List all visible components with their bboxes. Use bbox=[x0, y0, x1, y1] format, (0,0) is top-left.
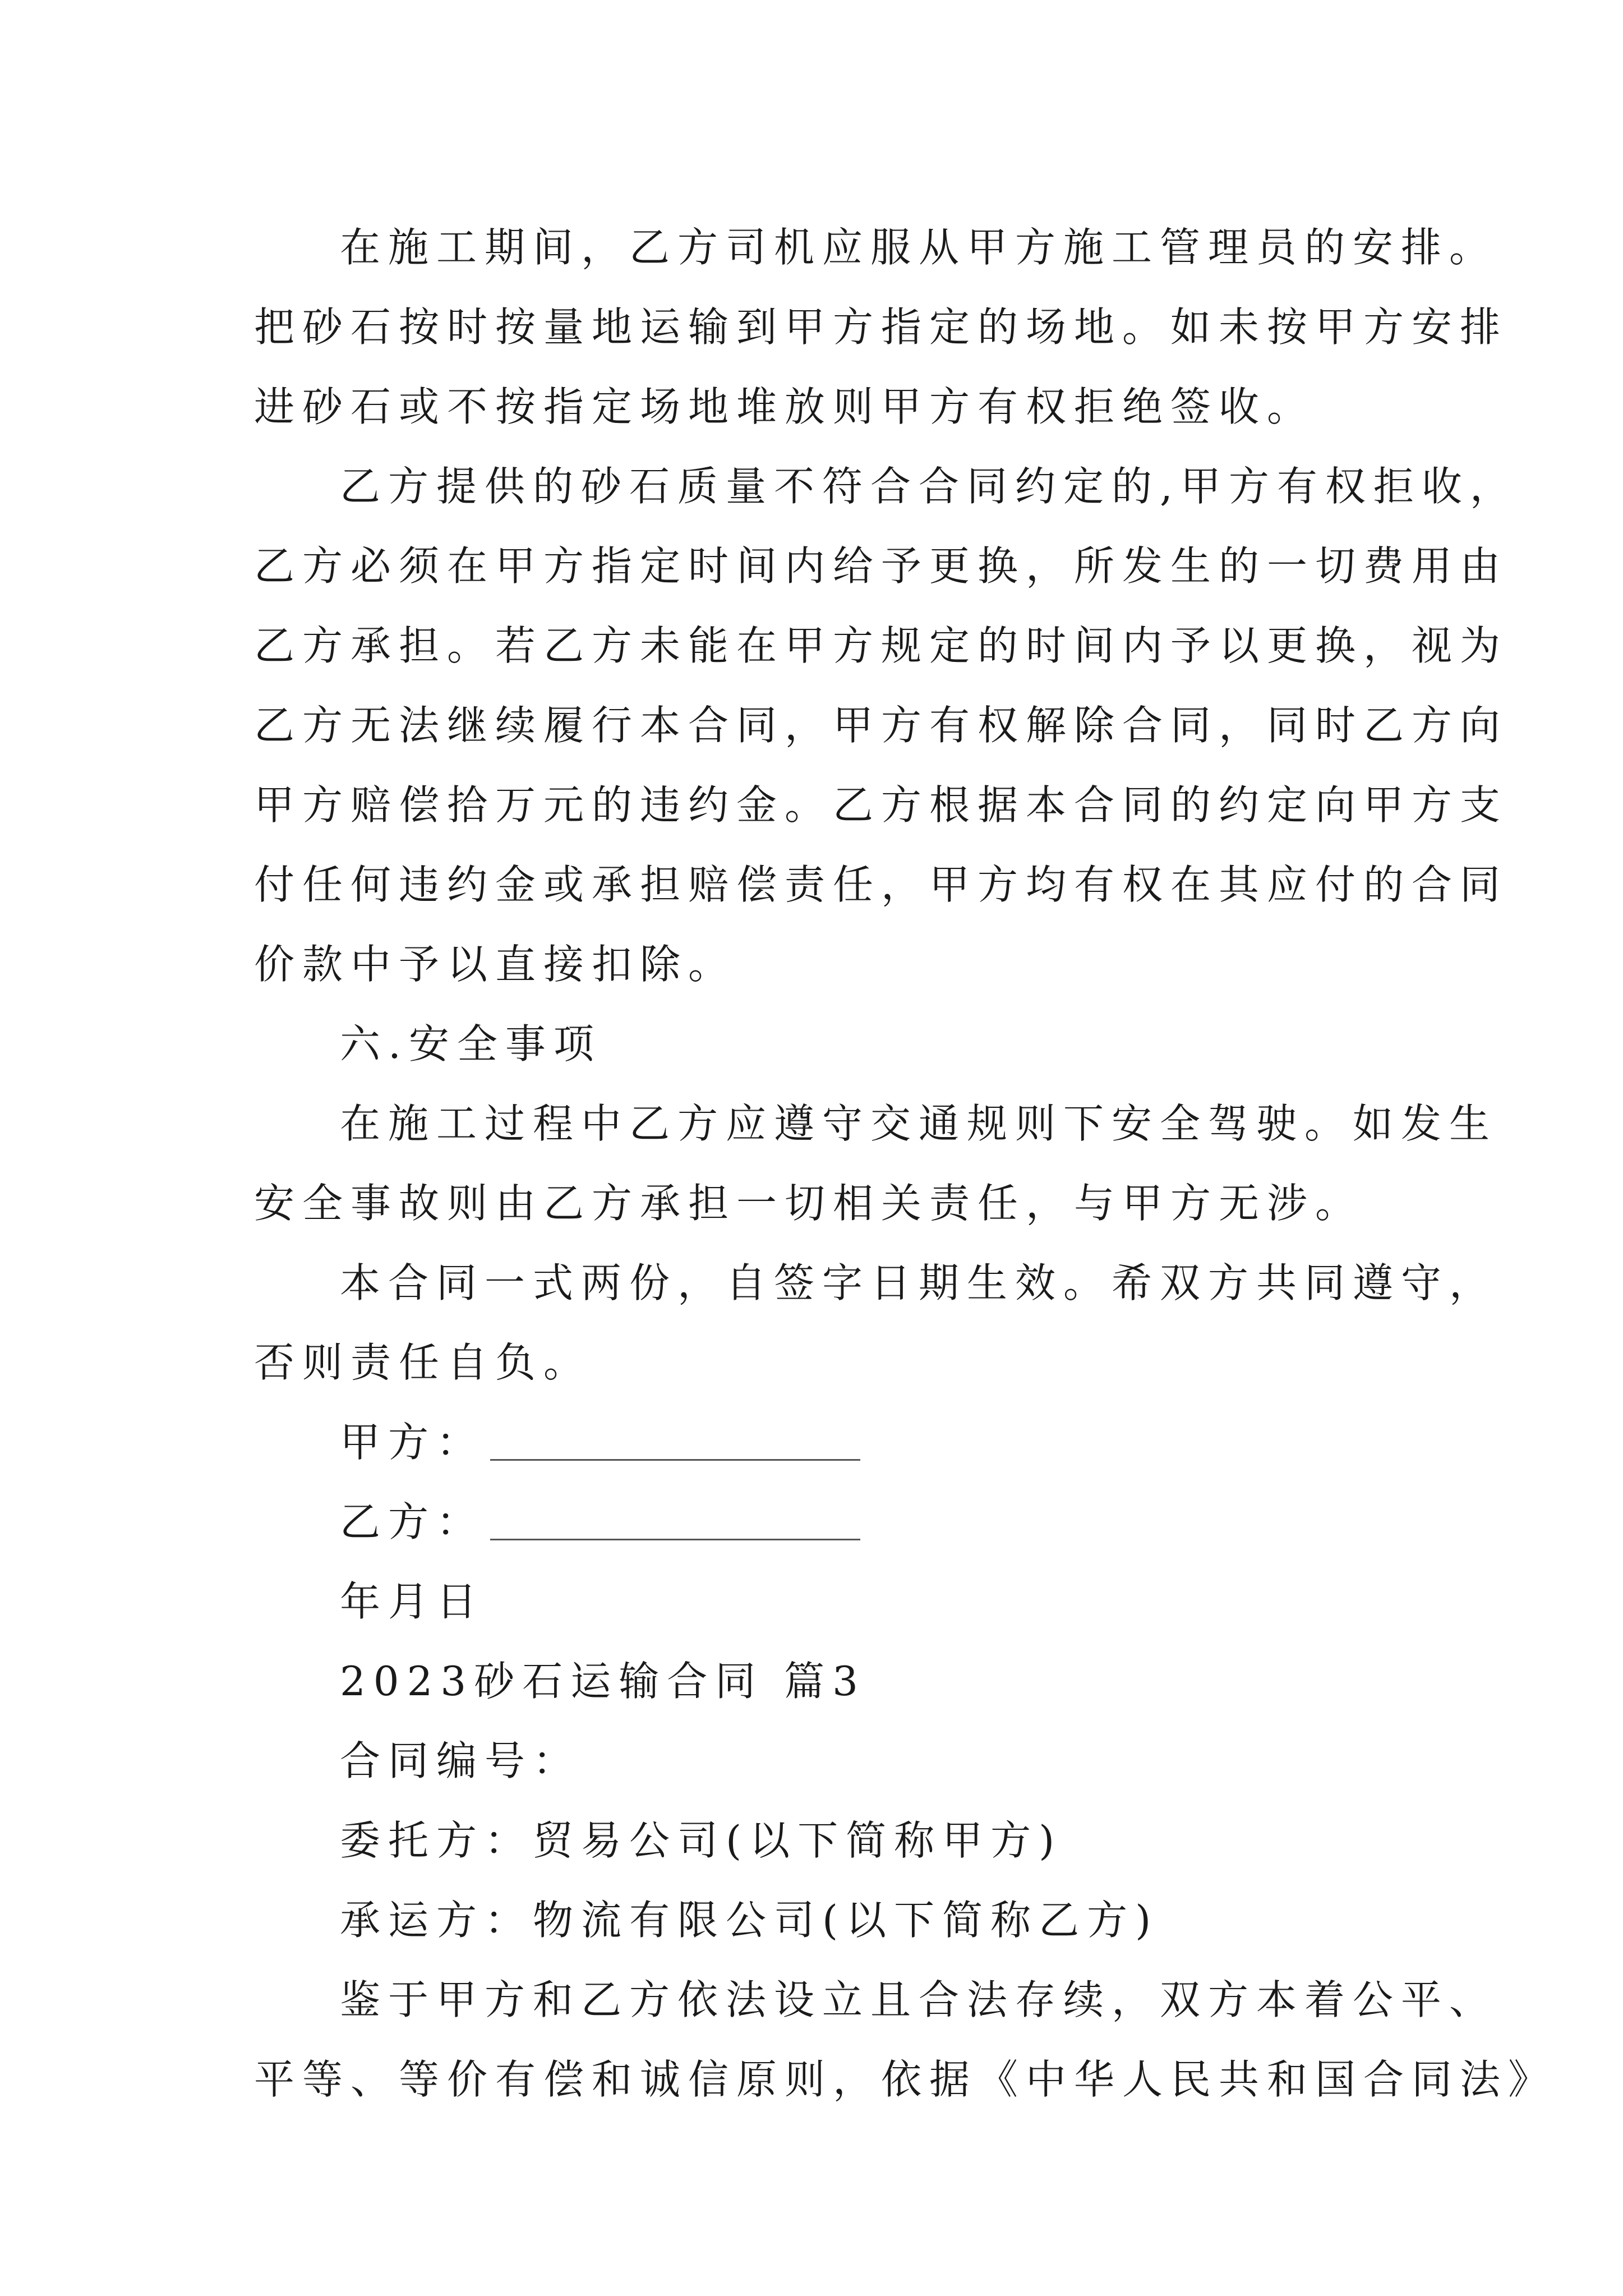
party-b-label: 乙方： bbox=[340, 1498, 485, 1545]
paragraph-line: 价款中予以直接扣除。 bbox=[254, 941, 737, 988]
contract-title: 2023砂石运输合同 篇3 bbox=[340, 1658, 866, 1705]
party-a-signature bbox=[254, 1402, 1404, 1482]
paragraph-line: 安全事故则由乙方承担一切相关责任，与甲方无涉。 bbox=[254, 1180, 1364, 1227]
client-line: 委托方：贸易公司(以下简称甲方) bbox=[340, 1817, 1063, 1864]
party-a-label: 甲方： bbox=[340, 1419, 485, 1466]
paragraph-line: 把砂石按时按量地运输到甲方指定的场地。如未按甲方安排 bbox=[254, 303, 1509, 351]
paragraph-line: 进砂石或不按指定场地堆放则甲方有权拒绝签收。 bbox=[254, 383, 1316, 430]
date-line: 年月日 bbox=[340, 1578, 485, 1625]
document-body bbox=[254, 208, 1557, 2119]
section-heading: 六.安全事项 bbox=[340, 1020, 602, 1068]
paragraph-line: 乙方无法继续履行本合同，甲方有权解除合同，同时乙方向 bbox=[254, 702, 1509, 749]
paragraph-line: 乙方承担。若乙方未能在甲方规定的时间内予以更换，视为 bbox=[254, 622, 1509, 669]
party-a-signature-line bbox=[490, 1437, 860, 1461]
paragraph-line: 乙方提供的砂石质量不符合合同约定的,甲方有权拒收， bbox=[340, 463, 1518, 510]
paragraph-line: 在施工过程中乙方应遵守交通规则下安全驾驶。如发生 bbox=[340, 1100, 1498, 1147]
paragraph-line: 鉴于甲方和乙方依法设立且合法存续，双方本着公平、 bbox=[340, 1976, 1498, 2023]
paragraph-line: 甲方赔偿拾万元的违约金。乙方根据本合同的约定向甲方支 bbox=[254, 781, 1509, 829]
party-b-signature bbox=[254, 1482, 1404, 1562]
paragraph-line: 在施工期间，乙方司机应服从甲方施工管理员的安排。 bbox=[340, 224, 1498, 271]
paragraph-line: 付任何违约金或承担赔偿责任，甲方均有权在其应付的合同 bbox=[254, 861, 1509, 908]
carrier-line: 承运方：物流有限公司(以下简称乙方) bbox=[340, 1897, 1159, 1944]
paragraph-line: 乙方必须在甲方指定时间内给予更换，所发生的一切费用由 bbox=[254, 542, 1509, 590]
paragraph-line: 否则责任自负。 bbox=[254, 1339, 592, 1386]
party-b-signature-line bbox=[490, 1516, 860, 1540]
paragraph-line: 本合同一式两份，自签字日期生效。希双方共同遵守， bbox=[340, 1259, 1498, 1306]
contract-number-label: 合同编号： bbox=[340, 1737, 582, 1784]
paragraph-line: 平等、等价有偿和诚信原则，依据《中华人民共和国合同法》 bbox=[254, 2056, 1557, 2103]
